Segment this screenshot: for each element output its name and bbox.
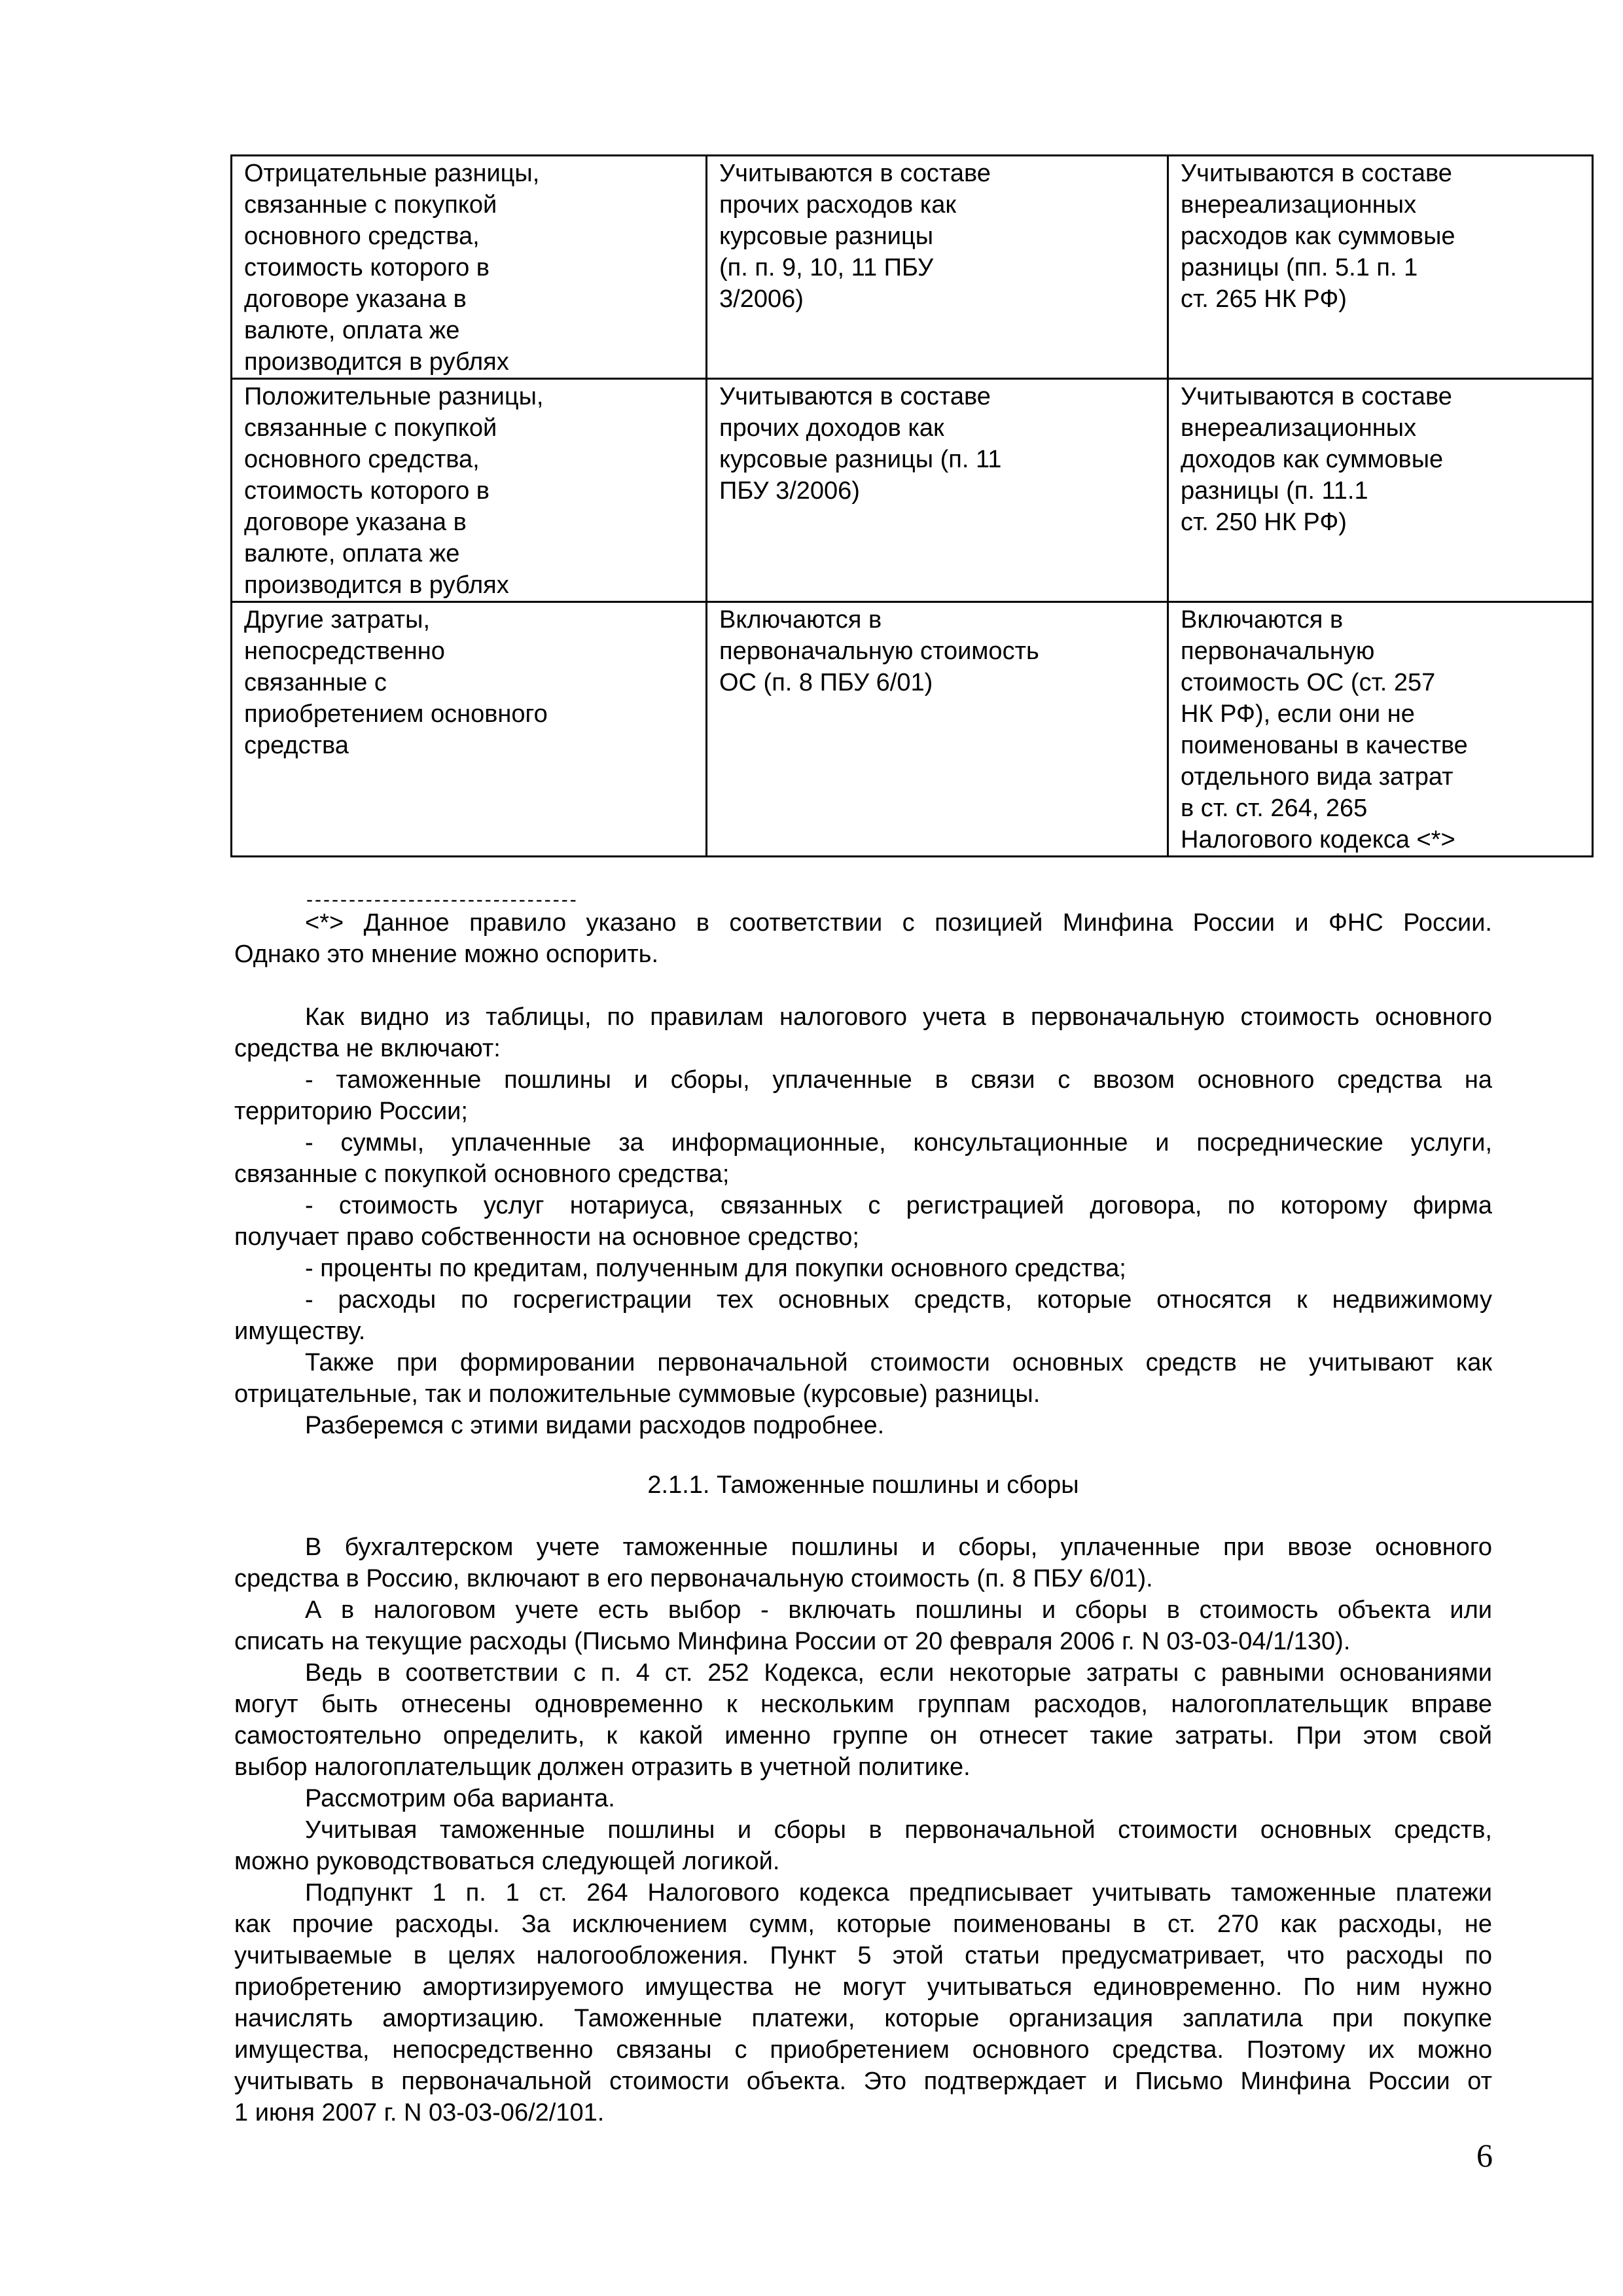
table-cell: Учитываются в составе прочих доходов как курсовые разницы (п. 11 ПБУ 3/2006): [707, 379, 1168, 602]
text-line: учитываемые в целях налогообложения. Пункт 5 этой статьи предусматривает, что расходы по: [234, 1942, 1492, 1969]
text-line: Также при формировании первоначальной стоимости основных средств не учитывают как: [305, 1349, 1492, 1376]
body-text-section-1: [234, 1001, 1492, 1441]
text-line: имуществу.: [234, 1318, 366, 1345]
footnote-line: <*> Данное правило указано в соответствии с позицией Минфина России и ФНС России.: [305, 909, 1492, 937]
text-line: средства в Россию, включают в его первоначальную стоимость (п. 8 ПБУ 6/01).: [234, 1565, 1153, 1592]
text-line: приобретению амортизируемого имущества не могут учитываться единовременно. По ним нужно: [234, 1973, 1492, 2001]
text-line: имущества, непосредственно связаны с приобретением основного средства. Поэтому их можно: [234, 2036, 1492, 2064]
footnote-line: Однако это мнение можно оспорить.: [234, 941, 659, 968]
text-line: Как видно из таблицы, по правилам налогового учета в первоначальную стоимость основного: [305, 1003, 1492, 1031]
text-line: самостоятельно определить, к какой именно группе он отнесет такие затраты. При этом свой: [234, 1722, 1492, 1749]
table-cell: Отрицательные разницы, связанные с покупкой основного средства, стоимость которого в договоре указана в валюте, оплата же производится в рублях: [232, 156, 707, 379]
text-line: можно руководствоваться следующей логикой.: [234, 1848, 780, 1875]
table-row: [232, 379, 1593, 602]
text-line: Учитывая таможенные пошлины и сборы в первоначальной стоимости основных средств,: [305, 1816, 1492, 1844]
text-line: Рассмотрим оба варианта.: [305, 1785, 615, 1812]
page-number: 6: [1476, 2137, 1493, 2174]
body-text-section-2: [234, 1532, 1492, 2128]
section-heading: 2.1.1. Таможенные пошлины и сборы: [647, 1471, 1079, 1499]
text-line: - стоимость услуг нотариуса, связанных с регистрацией договора, по которому фирма: [305, 1192, 1492, 1219]
footnote: [234, 907, 1492, 970]
text-line: В бухгалтерском учете таможенные пошлины и сборы, уплаченные при ввозе основного: [305, 1534, 1492, 1561]
text-line: - таможенные пошлины и сборы, уплаченные в связи с ввозом основного средства на: [305, 1066, 1492, 1094]
table-cell: Учитываются в составе внереализационных доходов как суммовые разницы (п. 11.1 ст. 250 НК РФ): [1168, 379, 1593, 602]
text-line: выбор налогоплательщик должен отразить в учетной политике.: [234, 1753, 971, 1781]
text-line: - проценты по кредитам, полученным для покупки основного средства;: [305, 1255, 1126, 1282]
text-line: учитывать в первоначальной стоимости объекта. Это подтверждает и Письмо Минфина России от: [234, 2068, 1492, 2095]
text-line: территорию России;: [234, 1098, 468, 1125]
table-cell: Включаются в первоначальную стоимость ОС (п. 8 ПБУ 6/01): [707, 602, 1168, 857]
text-line: начислять амортизацию. Таможенные платежи, которые организация заплатила при покупке: [234, 2005, 1492, 2032]
table-cell: Положительные разницы, связанные с покупкой основного средства, стоимость которого в договоре указана в валюте, оплата же производится в рублях: [232, 379, 707, 602]
text-line: Ведь в соответствии с п. 4 ст. 252 Кодекса, если некоторые затраты с равными основаниями: [305, 1659, 1492, 1687]
table-row: [232, 156, 1593, 379]
table-cell: Учитываются в составе прочих расходов как курсовые разницы (п. п. 9, 10, 11 ПБУ 3/2006): [707, 156, 1168, 379]
table-cell: Другие затраты, непосредственно связанные с приобретением основного средства: [232, 602, 707, 857]
text-line: средства не включают:: [234, 1035, 501, 1062]
text-line: - суммы, уплаченные за информационные, консультационные и посреднические услуги,: [305, 1129, 1492, 1157]
comparison-table: [230, 154, 1594, 857]
text-line: могут быть отнесены одновременно к нескольким группам расходов, налогоплательщик вправе: [234, 1691, 1492, 1718]
text-line: - расходы по госрегистрации тех основных средств, которые относятся к недвижимому: [305, 1286, 1492, 1314]
table-cell: Включаются в первоначальную стоимость ОС (ст. 257 НК РФ), если они не поименованы в качестве отдельного вида затрат в ст. ст. 264, 265 Налогового кодекса <*>: [1168, 602, 1593, 857]
text-line: Разберемся с этими видами расходов подробнее.: [305, 1412, 885, 1439]
text-line: списать на текущие расходы (Письмо Минфина России от 20 февраля 2006 г. N 03-03-04/1/130).: [234, 1628, 1351, 1655]
text-line: Подпункт 1 п. 1 ст. 264 Налогового кодекса предписывает учитывать таможенные платежи: [305, 1879, 1492, 1907]
text-line: как прочие расходы. За исключением сумм, которые поименованы в ст. 270 как расходы, не: [234, 1910, 1492, 1938]
text-line: связанные с покупкой основного средства;: [234, 1160, 730, 1188]
table-cell: Учитываются в составе внереализационных расходов как суммовые разницы (пп. 5.1 п. 1 ст. 265 НК РФ): [1168, 156, 1593, 379]
text-line: получает право собственности на основное средство;: [234, 1223, 859, 1251]
text-line: А в налоговом учете есть выбор - включать пошлины и сборы в стоимость объекта или: [305, 1596, 1492, 1624]
text-line: 1 июня 2007 г. N 03-03-06/2/101.: [234, 2099, 605, 2126]
text-line: отрицательные, так и положительные суммовые (курсовые) разницы.: [234, 1380, 1041, 1408]
footnote-separator: --------------------------------: [306, 889, 579, 910]
table-row: [232, 602, 1593, 857]
